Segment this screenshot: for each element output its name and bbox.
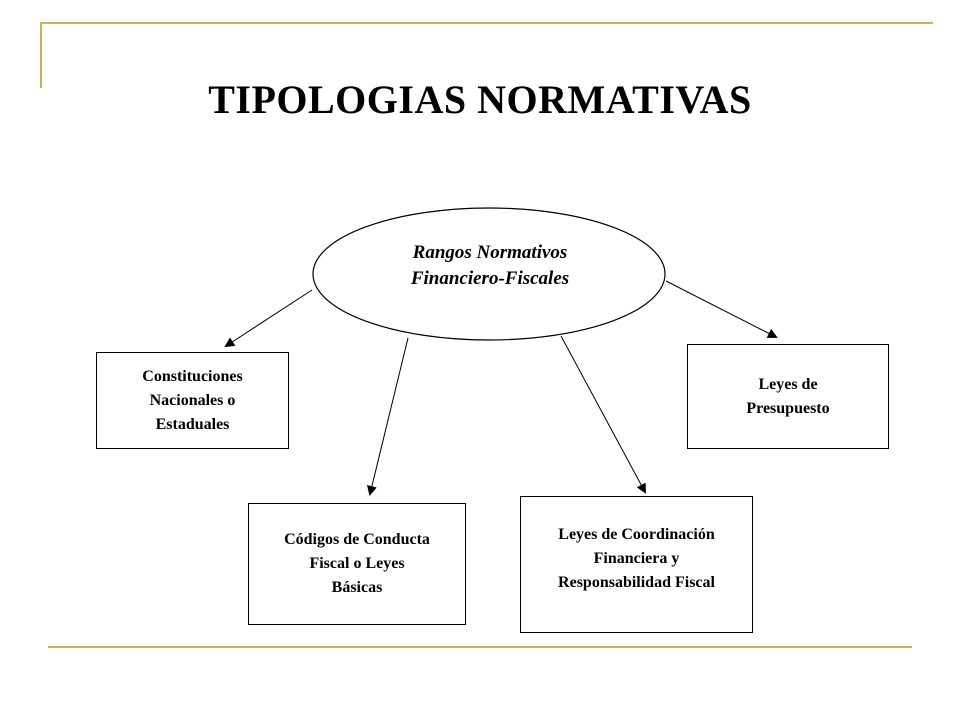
- arrow-to-leyes-coordinacion: [561, 336, 645, 492]
- node-codigos-line2: Fiscal o Leyes: [309, 555, 405, 572]
- node-codigos-line1: Códigos de Conducta: [284, 531, 430, 548]
- arrow-to-codigos: [370, 338, 408, 494]
- arrow-to-constituciones: [226, 290, 312, 346]
- node-codigos-line3: Básicas: [331, 579, 383, 596]
- arrow-to-leyes-presupuesto: [666, 281, 776, 337]
- center-node-label: [330, 240, 650, 292]
- node-constituciones: [96, 352, 289, 449]
- node-constituciones-line2: Nacionales o: [149, 391, 236, 409]
- node-leyes-coordinacion-line1: Leyes de Coordinación: [558, 526, 715, 543]
- node-codigos: [248, 503, 466, 625]
- node-leyes-coordinacion-line3: Responsabilidad Fiscal: [558, 574, 715, 591]
- node-leyes-presupuesto: [687, 344, 889, 449]
- node-leyes-coordinacion: [520, 496, 753, 633]
- node-leyes-coordinacion-line2: Financiera y: [593, 550, 680, 567]
- center-node-line2: Financiero-Fiscales: [410, 268, 570, 289]
- node-constituciones-line1: Constituciones: [142, 367, 243, 385]
- node-constituciones-line3: Estaduales: [155, 415, 230, 433]
- page-title: TIPOLOGIAS NORMATIVAS: [208, 77, 752, 122]
- center-node-line1: Rangos Normativos: [412, 242, 568, 263]
- node-leyes-presupuesto-line1: Leyes de: [758, 375, 818, 393]
- node-leyes-presupuesto-line2: Presupuesto: [746, 399, 830, 417]
